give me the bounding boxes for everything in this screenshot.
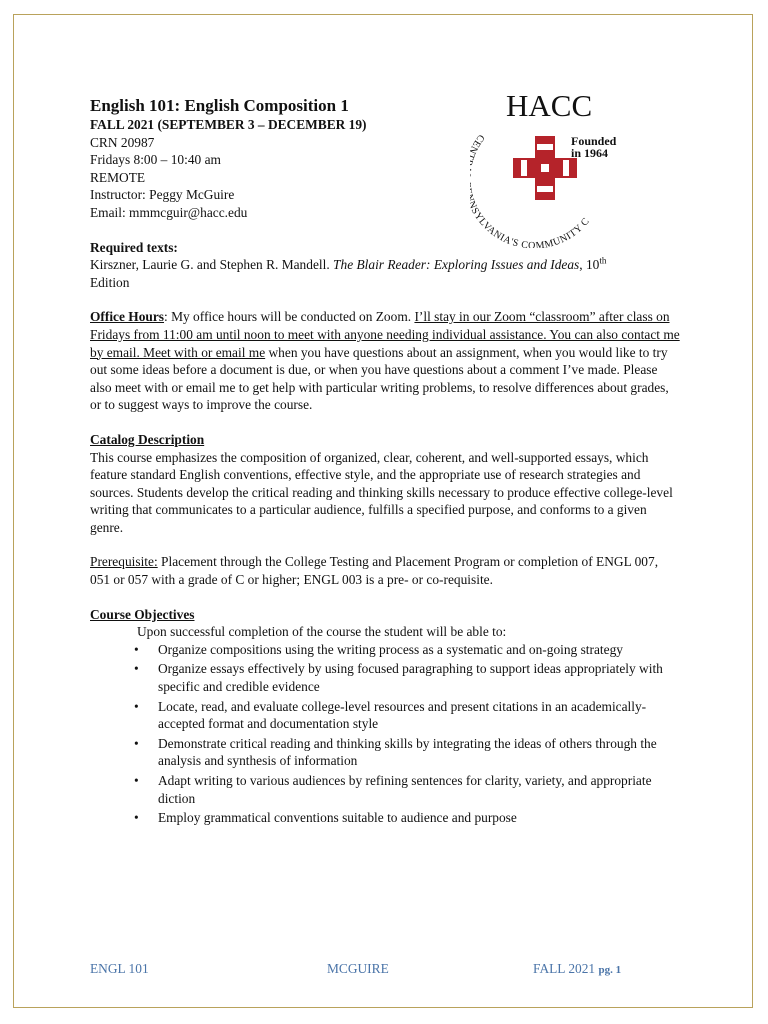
objective-text: Locate, read, and evaluate college-level resources and present citations in an academically-accepted format and documentation style: [158, 698, 647, 732]
footer-term-page: [533, 960, 621, 980]
office-hours-text2: when you have questions about an assignment, when you would like to try out some ideas before a document is due, or when you have questions about a comment I’ve made. Please also meet with or email me to get help with particular writing problems, to resolve differences about grades, or to suggest ways to improve the course.: [90, 344, 669, 413]
catalog-heading: Catalog Description: [90, 431, 205, 447]
objective-text: Organize compositions using the writing process as a systematic and on-going strategy: [158, 641, 623, 657]
prerequisite-paragraph: [90, 553, 680, 588]
book-title: The Blair Reader: Exploring Issues and Ideas: [333, 257, 580, 273]
office-hours-paragraph: [90, 308, 680, 414]
course-schedule: Fridays 8:00 – 10:40 am: [90, 152, 221, 168]
course-title: English 101: English Composition 1: [90, 96, 349, 115]
instructor-email: Email: mmmcguir@hacc.edu: [90, 204, 248, 220]
objectives-intro: Upon successful completion of the course the student will be able to:: [137, 624, 507, 640]
catalog-text: This course emphasizes the composition of organized, clear, coherent, and well-supported essays, which feature standard English conventions, effective style, and the appropriate use of research strategies and sources. Students develop the critical reading and thinking skills necessary to produce effective college-level writing that communicates to a particular audience, fulfills a specified purpose, and conforms to a given genre.: [90, 449, 673, 535]
office-hours-underlined: I’ll stay in our Zoom “classroom” after class on Fridays from 11:00 am until noon to meet with anyone needing individual assistance. You can also contact me by email. Meet with or email me: [90, 309, 680, 360]
footer-instructor: MCGUIRE: [327, 961, 389, 976]
course-term: FALL 2021 (SEPTEMBER 3 – DECEMBER 19): [90, 117, 367, 132]
objective-text: Adapt writing to various audiences by refining sentences for clarity, variety, and appropriate diction: [158, 773, 652, 806]
objective-text: Employ grammatical conventions suitable to audience and purpose: [158, 810, 517, 826]
footer-page-number: pg. 1: [598, 964, 622, 976]
logo-name: HACC: [506, 88, 593, 123]
objectives-heading: Course Objectives: [90, 606, 195, 622]
objectives-list: [90, 641, 680, 827]
book-edition-post: Edition: [90, 274, 130, 290]
list-item: • Organize essays effectively by using focused paragraphing to support ideas appropriately with specific and credible evidence: [134, 661, 663, 695]
office-hours-colon: :: [164, 309, 172, 325]
book-edition-sup: th: [599, 255, 607, 266]
logo-founded-year: in 1964: [571, 146, 609, 160]
footer-term: FALL 2021: [533, 961, 596, 976]
office-hours-heading: Office Hours: [90, 309, 165, 325]
footer-course: ENGL 101: [90, 961, 149, 976]
required-texts-citation: [90, 256, 680, 291]
objective-text: Organize essays effectively by using focused paragraphing to support ideas appropriately with specific and credible evidence: [158, 661, 663, 695]
list-item: • Adapt writing to various audiences by refining sentences for clarity, variety, and appropriate diction: [134, 773, 652, 806]
list-item: • Demonstrate critical reading and thinking skills by integrating the ideas of others through the analysis and synthesis of information: [134, 735, 657, 769]
office-hours-text1: My office hours will be conducted on Zoom.: [171, 309, 415, 325]
book-authors: Kirszner, Laurie G. and Stephen R. Mandell.: [90, 257, 334, 273]
course-crn: CRN 20987: [90, 134, 155, 150]
list-item: • Employ grammatical conventions suitable to audience and purpose: [134, 810, 517, 826]
course-mode: REMOTE: [90, 169, 146, 185]
logo-arc-text: CE YLVANIA'S COMMUNITY C: [470, 132, 592, 248]
prerequisite-heading: Prerequisite:: [90, 554, 158, 570]
syllabus-content: [90, 96, 680, 829]
prerequisite-text: Placement through the College Testing and Placement Program or completion of ENGL 007, 051 or 057 with a grade of C or higher; ENGL 003 is a pre- or co-requisite.: [90, 554, 659, 588]
list-item: • Organize compositions using the writing process as a systematic and on-going strategy: [134, 641, 623, 657]
list-item: • Locate, read, and evaluate college-level resources and present citations in an academically-accepted format and documentation style: [134, 698, 647, 732]
required-texts-heading: Required texts:: [90, 239, 178, 255]
instructor-name: Instructor: Peggy McGuire: [90, 187, 235, 203]
objective-text: Demonstrate critical reading and thinking skills by integrating the ideas of others through the analysis and synthesis of information: [158, 735, 657, 769]
book-edition-pre: , 10: [579, 257, 600, 273]
logo-founded: Founded: [571, 134, 617, 148]
